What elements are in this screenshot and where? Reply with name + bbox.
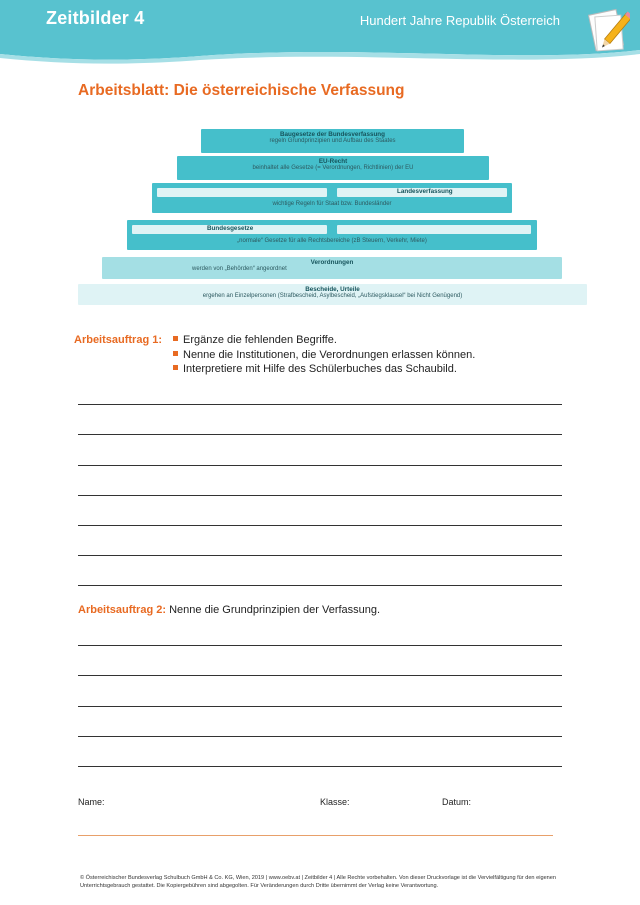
class-field-label: Klasse: <box>320 797 350 807</box>
task2 <box>78 604 380 616</box>
brand-title: Zeitbilder 4 <box>46 8 145 28</box>
answer-line[interactable] <box>78 465 562 466</box>
pyramid-level-4 <box>127 220 537 250</box>
answer-line[interactable] <box>78 525 562 526</box>
answer-line[interactable] <box>78 555 562 556</box>
pyramid-level-3-desc: wichtige Regeln für Staat bzw. Bundesländer <box>272 201 392 207</box>
pyramid-level-2-desc: beinhaltet alle Gesetze (= Verordnungen, Richtlinien) der EU <box>252 165 414 171</box>
answer-line[interactable] <box>78 675 562 676</box>
answer-line[interactable] <box>78 434 562 435</box>
task2-text: Nenne die Grundprinzipien der Verfassung. <box>169 604 381 616</box>
title-box-landesverfassung <box>337 188 507 197</box>
pyramid-level-2-title: EU-Recht <box>318 158 348 165</box>
task1-item: Interpretiere mit Hilfe des Schülerbuches das Schaubild. <box>173 363 457 375</box>
pyramid-level-5-desc: werden von „Behörden“ angeordnet <box>192 266 287 272</box>
pyramid-level-5-title: Verordnungen <box>310 259 354 266</box>
title-box-bundesgesetze <box>132 225 327 234</box>
pyramid-level-1-desc: regeln Grundprinzipien und Aufbau des Staates <box>269 138 396 144</box>
answer-line[interactable] <box>78 706 562 707</box>
pyramid-level-4-title: Bundesgesetze <box>207 225 254 232</box>
pyramid-level-3 <box>152 183 512 213</box>
pyramid-level-6 <box>78 284 587 305</box>
bullet-square-icon <box>173 351 178 356</box>
signature-line[interactable] <box>78 835 553 836</box>
answer-line[interactable] <box>78 766 562 767</box>
pyramid-level-5 <box>102 257 562 279</box>
task2-label: Arbeitsauftrag 2: <box>78 604 167 616</box>
answer-line[interactable] <box>78 495 562 496</box>
task1-label: Arbeitsauftrag 1: <box>74 334 163 346</box>
page-title: Arbeitsblatt: Die österreichische Verfassung <box>78 82 405 99</box>
blank-field-bundesebene[interactable] <box>337 225 531 234</box>
pyramid-level-1-title: Baugesetze der Bundesverfassung <box>280 131 385 138</box>
name-field-label: Name: <box>78 797 105 807</box>
blank-field-landesebene[interactable] <box>157 188 327 197</box>
answer-line[interactable] <box>78 736 562 737</box>
pyramid-level-2 <box>177 156 489 180</box>
pyramid-level-6-desc: ergehen an Einzelpersonen (Strafbescheid, Asylbescheid, „Aufstiegsklausel“ bei Nicht Genügend) <box>202 293 463 299</box>
task1-item: Ergänze die fehlenden Begriffe. <box>173 334 337 346</box>
answer-line[interactable] <box>78 404 562 405</box>
copyright-footer: © Österreichischer Bundesverlag Schulbuch GmbH & Co. KG, Wien, 2019 | www.oebv.at | Zeitbilder 4 | Alle Rechte vorbehalten. Von dieser Druckvorlage ist die Vervielfältigung für den eigenen Unterrichtsgebrauch gestattet. Die Kopiergebühren sind abgegolten. Für Veränderungen durch Dritte übernimmt der Verlag keine Verantwortung. <box>80 875 557 889</box>
pyramid-level-4-desc: „normale“ Gesetze für alle Rechtsbereiche (zB Steuern, Verkehr, Miete) <box>237 238 427 244</box>
answer-line[interactable] <box>78 645 562 646</box>
pyramid-level-3-title: Landesverfassung <box>397 188 453 195</box>
header-wave <box>0 40 640 68</box>
pencil-icon <box>586 6 630 60</box>
pyramid-level-6-title: Bescheide, Urteile <box>305 286 360 293</box>
header-subtitle: Hundert Jahre Republik Österreich <box>359 13 560 28</box>
date-field-label: Datum: <box>442 797 472 807</box>
answer-line[interactable] <box>78 585 562 586</box>
bullet-square-icon <box>173 365 178 370</box>
bullet-square-icon <box>173 336 178 341</box>
task1-item: Nenne die Institutionen, die Verordnungen erlassen können. <box>173 349 475 361</box>
pyramid-level-1 <box>201 129 464 153</box>
